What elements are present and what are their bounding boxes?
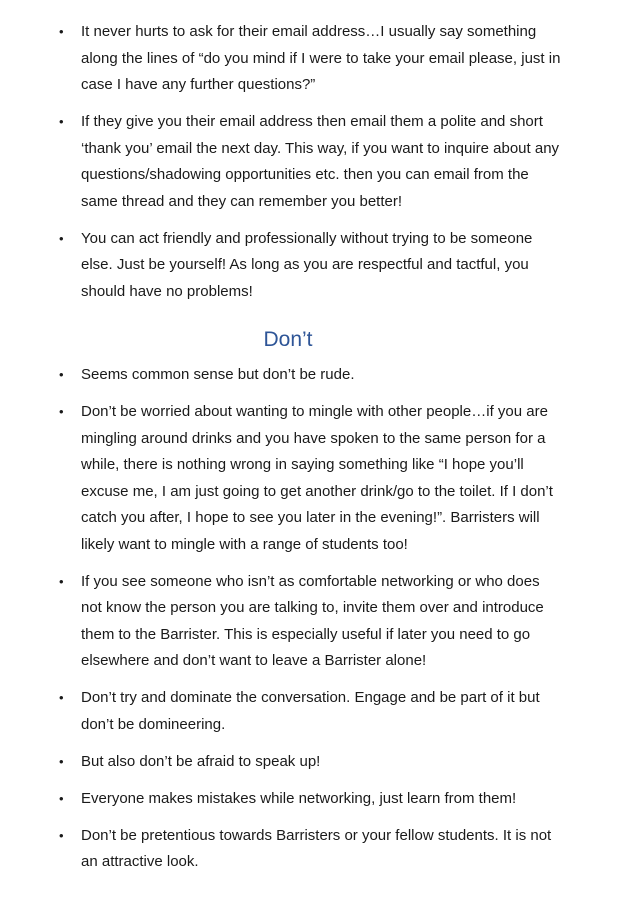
list-item <box>0 362 563 389</box>
list-item <box>0 685 563 738</box>
list-item-text: You can act friendly and professionally without trying to be someone else. Just be yourself! As long as you are respectful and tactful, you should have no problems! <box>81 229 533 300</box>
list-item <box>0 399 563 558</box>
bullet-icon: • <box>59 573 64 589</box>
bullet-icon: • <box>59 114 64 129</box>
bullet-icon: • <box>59 24 64 39</box>
bullet-icon: • <box>59 230 64 246</box>
list-item-text: If you see someone who isn’t as comfortable networking or who does not know the person you are talking to, invite them over and introduce them to the Barrister. This is especially useful if later you need to go elsewhere and don’t want to leave a Barrister alone! <box>81 572 544 669</box>
list-item <box>0 109 563 215</box>
list-item-text: Everyone makes mistakes while networking, just learn from them! <box>81 789 517 807</box>
bullet-icon: • <box>59 404 64 419</box>
list-item <box>0 786 563 813</box>
list-item-text: Seems common sense but don’t be rude. <box>81 366 355 383</box>
list-item <box>0 749 563 776</box>
bullet-icon: • <box>59 827 64 843</box>
list-item-text: It never hurts to ask for their email address…I usually say something along the lines of “do you mind if I were to take your email please, just in case I have any further questions?” <box>81 23 561 93</box>
list-item-text: Don’t try and dominate the conversation. Engage and be part of it but don’t be domineering. <box>81 689 540 733</box>
list-item-text: Don’t be pretentious towards Barristers or your fellow students. It is not an attractive look. <box>81 826 552 870</box>
list-item-text: If they give you their email address then email them a polite and short ‘thank you’ email the next day. This way, if you want to inquire about any questions/shadowing opportunities etc. then you can email from the same thread and they can remember you better! <box>81 113 560 210</box>
do-tips-list <box>0 19 623 316</box>
list-item-text: But also don’t be afraid to speak up! <box>81 752 321 770</box>
dont-section-heading: Don’t <box>263 328 313 351</box>
list-item <box>0 823 563 876</box>
list-item <box>0 19 563 99</box>
bullet-icon: • <box>59 367 64 382</box>
list-item <box>0 569 563 675</box>
list-item-text: Don’t be worried about wanting to mingle with other people…if you are mingling around drinks and you have spoken to the same person for a while, there is nothing wrong in saying something like “I hope you’ll excuse me, I am just going to get another drink/go to the toilet. If I don’t catch you after, I hope to see you later in the evening!”. Barristers will likely want to mingle with a range of students too! <box>81 403 553 553</box>
bullet-icon: • <box>59 753 64 769</box>
dont-tips-list <box>0 362 623 886</box>
bullet-icon: • <box>59 690 64 705</box>
bullet-icon: • <box>59 790 64 806</box>
list-item <box>0 226 563 306</box>
